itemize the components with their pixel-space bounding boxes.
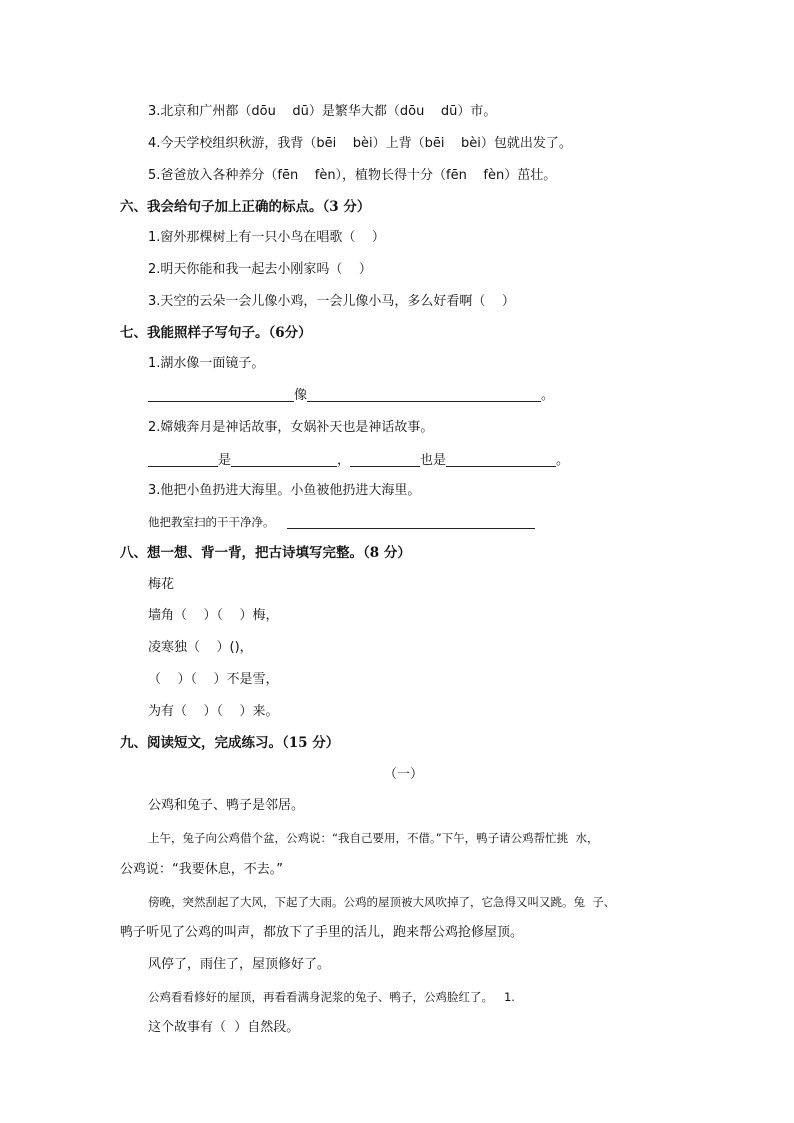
- passage-paragraph: 风停了，雨住了，屋顶修好了。: [148, 957, 331, 972]
- answer-line-2: [148, 452, 569, 469]
- comma: ，: [337, 453, 351, 468]
- passage-paragraph: 公鸡和兔子、鸭子是邻居。: [148, 798, 305, 813]
- word-yeshi: 也是: [420, 453, 447, 468]
- poem-line-4: 为有（ ）（ ）来。: [148, 704, 279, 719]
- blank[interactable]: [148, 452, 218, 467]
- section-6-title: 六、我会给句子加上正确的标点。（3 分）: [120, 199, 371, 215]
- answer-line-1: [148, 387, 554, 404]
- period: 。: [541, 388, 555, 403]
- passage-paragraph: 傍晚，突然刮起了大风，下起了大雨。公鸡的屋顶被大风吹掉了，它急得又叫又跳。兔 子、: [148, 895, 616, 909]
- punctuation-item-2: 2.明天你能和我一起去小刚家吗（ ）: [148, 262, 372, 277]
- poem-line-2: 凌寒独（ ）()，: [148, 640, 253, 655]
- pinyin-item-3: 3.北京和广州都（dōu dū）是繁华大都（dōu dū）市。: [148, 104, 497, 119]
- example-3: 3.他把小鱼扔进大海里。小鱼被他扔进大海里。: [148, 483, 421, 498]
- word-shi: 是: [218, 453, 232, 468]
- example-2: 2.嫦娥奔月是神话故事，女娲补天也是神话故事。: [148, 420, 434, 435]
- blank[interactable]: [148, 387, 294, 402]
- poem-title: 梅花: [148, 577, 175, 592]
- section-8-title: 八、想一想、背一背，把古诗填写完整。（8 分）: [120, 545, 411, 561]
- blank[interactable]: [307, 387, 541, 402]
- blank[interactable]: [287, 514, 535, 529]
- blank[interactable]: [231, 452, 337, 467]
- rewrite-sentence: 他把教室扫的干干净净。: [148, 515, 275, 529]
- section-7-title: 七、我能照样子写句子。（6分）: [120, 325, 312, 341]
- punctuation-item-1: 1.窗外那棵树上有一只小鸟在唱歌（ ）: [148, 230, 385, 245]
- blank[interactable]: [350, 452, 420, 467]
- poem-line-3: （ ）（ ）不是雪，: [148, 672, 279, 687]
- passage-paragraph: 上午，兔子向公鸡借个盆，公鸡说：“我自己要用，不借。”下午，鸭子请公鸡帮忙挑 水，: [148, 831, 599, 845]
- section-9-title: 九、阅读短文，完成练习。（15 分）: [120, 735, 340, 751]
- passage-paragraph: 公鸡看看修好的屋顶，再看看满身泥浆的兔子、鸭子，公鸡脸红了。 1.: [148, 990, 515, 1004]
- question-1: 这个故事有（ ）自然段。: [148, 1020, 300, 1035]
- rewrite-task: [148, 514, 535, 530]
- poem-line-1: 墙角（ ）（ ）梅，: [148, 608, 279, 623]
- passage-paragraph: 公鸡说：“我要休息，不去。”: [120, 862, 283, 877]
- pinyin-item-5: 5.爸爸放入各种养分（fēn fèn），植物长得十分（fēn fèn）茁壮。: [148, 168, 557, 183]
- blank[interactable]: [446, 452, 556, 467]
- punctuation-item-3: 3.天空的云朵一会儿像小鸡，一会儿像小马，多么好看啊（ ）: [148, 294, 515, 309]
- passage-paragraph: 鸭子听见了公鸡的叫声，都放下了手里的活儿，跑来帮公鸡抢修屋顶。: [120, 925, 524, 940]
- example-1: 1.湖水像一面镜子。: [148, 356, 265, 371]
- word-xiang: 像: [294, 388, 308, 403]
- pinyin-item-4: 4.今天学校组织秋游，我背（bēi bèi）上背（bēi bèi）包就出发了。: [148, 136, 572, 151]
- passage-subtitle: （一）: [384, 767, 424, 782]
- period: 。: [556, 453, 570, 468]
